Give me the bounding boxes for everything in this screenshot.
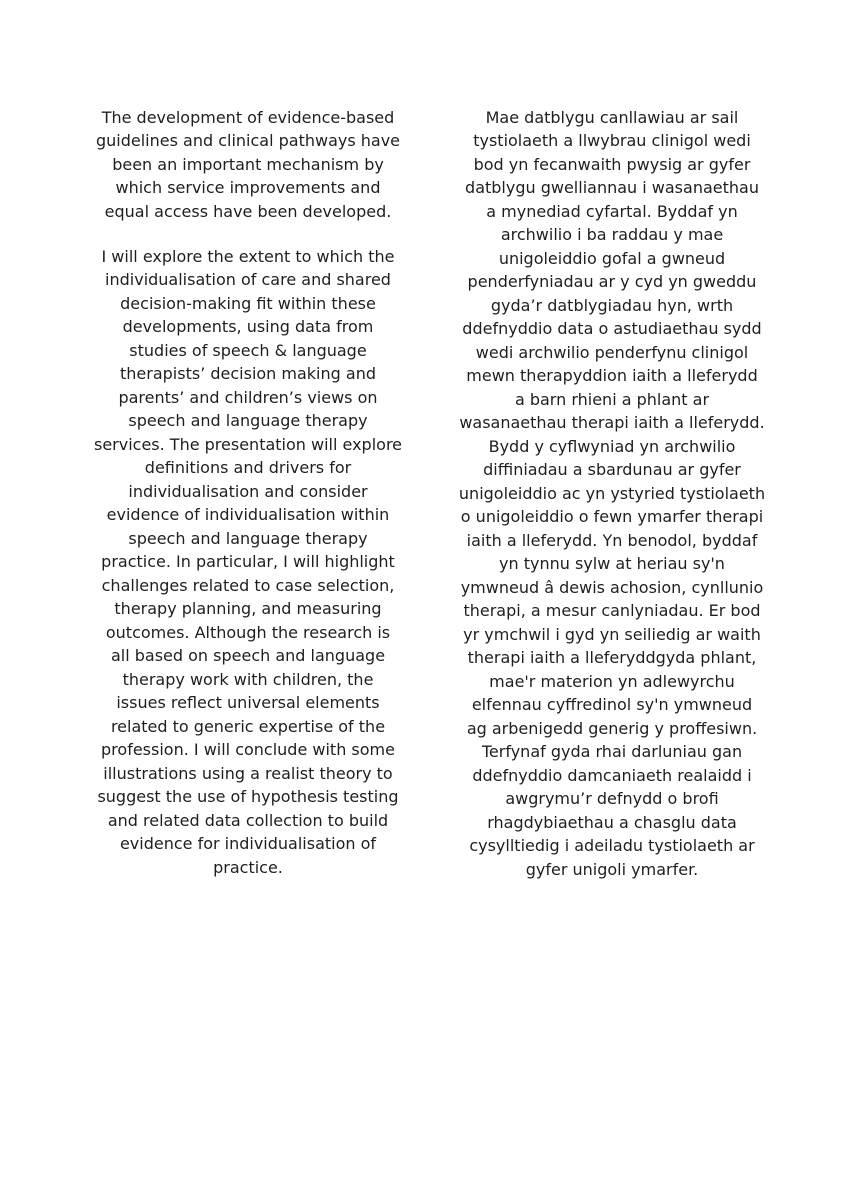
welsh-abstract-column xyxy=(446,82,778,905)
welsh-paragraph: Mae datblygu canllawiau ar sail tystiolaeth a llwybrau clinigol wedi bod yn fecanwaith pwysig ar gyfer datblygu gwelliannau i wasanaethau a mynediad cyfartal. Byddaf yn archwilio i ba raddau y mae unigoleiddio gofal a gwneud penderfyniadau ar y cyd yn gweddu gyda’r datblygiadau hyn, wrth ddefnyddio data o astudiaethau sydd wedi archwilio penderfynu clinigol mewn therapyddion iaith a lleferydd a barn rhieni a phlant ar wasanaethau therapi iaith a lleferydd. Bydd y cyflwyniad yn archwilio diffiniadau a sbardunau ar gyfer unigoleiddio ac yn ystyried tystiolaeth o unigoleiddio o fewn ymarfer therapi iaith a lleferydd. Yn benodol, byddaf yn tynnu sylw at heriau sy'n ymwneud â dewis achosion, cynllunio therapi, a mesur canlyniadau. Er bod yr ymchwil i gyd yn seiliedig ar waith therapi iaith a lleferyddgyda phlant, mae'r materion yn adlewyrchu elfennau cyffredinol sy'n ymwneud ag arbenigedd generig y proffesiwn. Terfynaf gyda rhai darluniau gan ddefnyddio damcaniaeth realaidd i awgrymu’r defnydd o brofi rhagdybiaethau a chasglu data cysylltiedig i adeiladu tystiolaeth ar gyfer unigoli ymarfer. xyxy=(458,107,766,879)
english-paragraph-body: I will explore the extent to which the individualisation of care and shared decision-making fit within these developments, using data from studies of speech & language therapists’ decision making and parents’ and children’s views on speech and language therapy services. The presentation will explore definitions and drivers for individualisation and consider evidence of individualisation within speech and language therapy practice. In particular, I will highlight challenges related to case selection, therapy planning, and measuring outcomes. Although the research is all based on speech and language therapy work with children, the issues reflect universal elements related to generic expertise of the profession. I will conclude with some illustrations using a realist theory to suggest the use of hypothesis testing and related data collection to build evidence for individualisation of practice. xyxy=(93,246,403,877)
english-paragraph-intro: The development of evidence-based guidelines and clinical pathways have been an important mechanism by which service improvements and equal access have been developed. xyxy=(95,107,401,221)
english-abstract-column xyxy=(84,82,412,903)
